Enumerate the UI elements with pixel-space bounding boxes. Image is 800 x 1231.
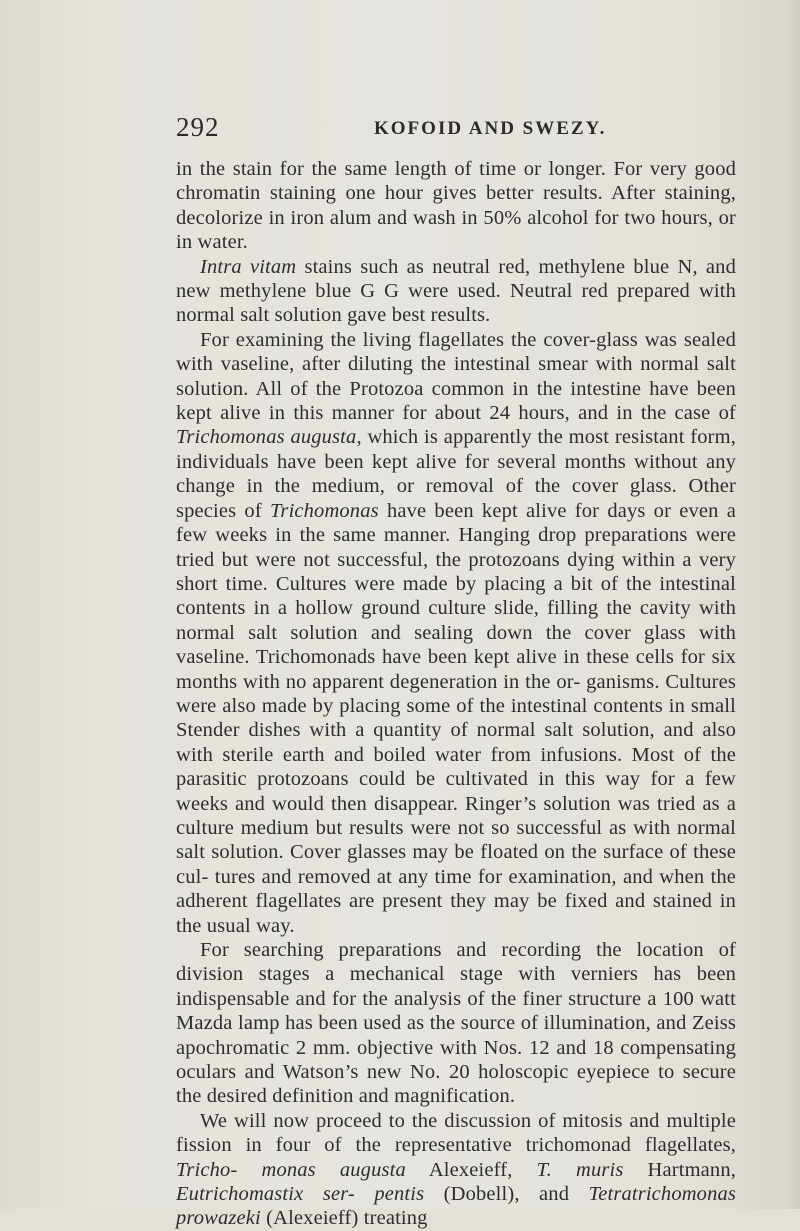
page-edge-shadow xyxy=(786,0,800,1209)
body-text xyxy=(176,157,736,1231)
paragraph-living-flagellates: For examining the living flagellates the cover-glass was sealed with vaseline, after diluting the intestinal smear with normal salt solution. All of the Protozoa common in the intestine have been kept alive in this manner for about 24 hours, and in the case of Trichomonas augusta, which is apparently the most resistant form, individuals have been kept alive for several months without any change in the medium, or removal of the cover glass. Other species of Trichomonas have been kept alive for days or even a few weeks in the same manner. Hanging drop preparations were tried but were not successful, the protozoans dying within a very short time. Cultures were made by placing a bit of the intestinal contents in a hollow ground culture slide, filling the cavity with normal salt solution and sealing down the cover glass with vaseline. Trichomonads have been kept alive in these cells for six months with no apparent degeneration in the or- ganisms. Cultures were also made by placing some of the intestinal contents in small Stender dishes with a quantity of normal salt solution, and also with sterile earth and boiled water from infusions. Most of the parasitic protozoans could be cultivated in this way for a few weeks and would then disappear. Ringer’s solution was tried as a culture medium but results were not so successful as with normal salt solution. Cover glasses may be floated on the surface of these cul- tures and removed at any time for examination, and when the adherent flagellates are present they may be fixed and stained in the usual way. xyxy=(176,328,736,937)
paragraph-staining-continuation: in the stain for the same length of time or longer. For very good chromatin staining one hour gives better results. After staining, decolorize in iron alum and wash in 50% alcohol for two hours, or in water. xyxy=(176,158,736,254)
paragraph-mitosis-discussion: We will now proceed to the discussion of mitosis and multiple fission in four of the representative trichomonad flagellates, Tricho- monas augusta Alexeieff, T. muris Hartmann, Eutrichomastix ser- pentis (Dobell), and Tetratrichomonas prowazeki (Alexeieff) treating xyxy=(176,1109,737,1230)
paragraph-searching-preparations: For searching preparations and recording the location of division stages a mechanical stage with verniers has been indispensable and for the analysis of the finer structure a 100 watt Mazda lamp has been used as the source of illumination, and Zeiss apochromatic 2 mm. objective with Nos. 12 and 18 compensating oculars and Watson’s new No. 20 holoscopic eyepiece to secure the desired definition and magnification. xyxy=(176,939,736,1108)
page-number: 292 xyxy=(176,112,220,142)
paragraph-intra-vitam-stains: Intra vitam stains such as neutral red, methylene blue N, and new methylene blue G G were used. Neutral red prepared with normal salt solution gave best results. xyxy=(176,255,736,327)
running-title: KOFOID AND SWEZY. xyxy=(374,118,607,139)
running-head xyxy=(176,112,736,146)
